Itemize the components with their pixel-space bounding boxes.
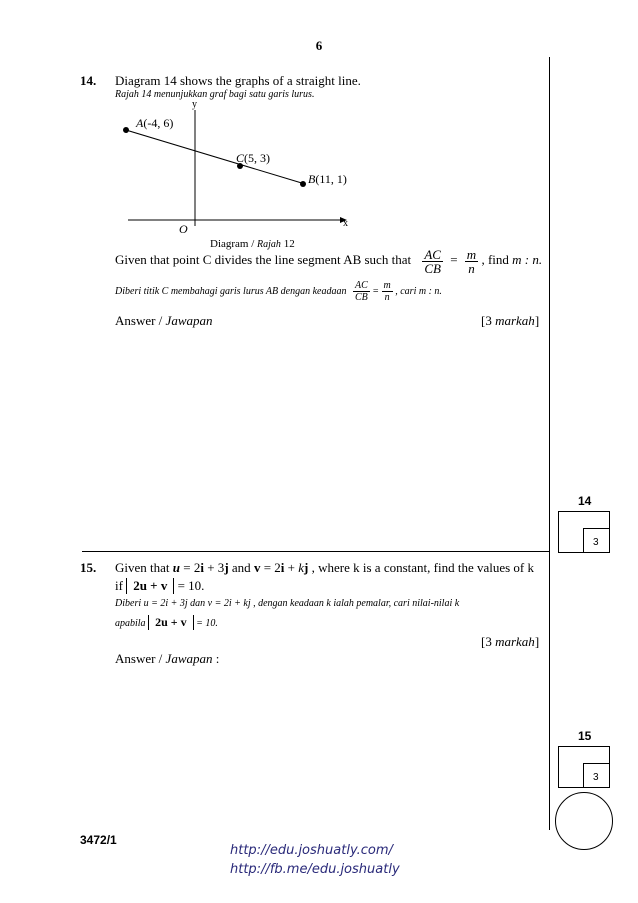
q14-given-ms: Diberi titik C membahagi garis lurus AB dengan keadaan $\frac{AC}{CB}$ = $\frac{m}{n}$ , cari m : n. (115, 280, 442, 303)
score-box-15-marks: 3 (593, 772, 599, 783)
q15-line2: if 2u + v = 10. (115, 578, 205, 593)
q15-ms-line1: Diberi u = 2i + 3j dan v = 2i + kj , dengan keadaan k ialah pemalar, cari nilai-nilai k (115, 598, 460, 609)
total-score-circle (555, 792, 613, 850)
q14-answer-label: Answer / Jawapan (115, 313, 213, 328)
q15-ms-line2: apabila 2u + v = 10. (115, 615, 218, 629)
score-box-15-number: 15 (578, 729, 592, 743)
point-a-label: A(-4, 6) (136, 116, 174, 130)
point-a (123, 127, 129, 133)
q14-number: 14. (80, 73, 97, 88)
footer-url-1[interactable]: http://edu.joshuatly.com/ (230, 843, 393, 858)
score-box-14-marks: 3 (593, 537, 599, 548)
q15-marks: [3 markah] (481, 634, 540, 649)
score-box-14-number: 14 (578, 494, 592, 508)
x-axis-label: x (343, 218, 348, 229)
q14-marks: [3 markah] (481, 313, 540, 328)
q15-number: 15. (80, 560, 97, 575)
q14-text-en: Diagram 14 shows the graphs of a straight line. (115, 73, 361, 88)
page-number: 6 (315, 38, 323, 53)
y-axis-label: y (192, 99, 197, 110)
question-divider (82, 551, 549, 552)
line-graph (0, 0, 638, 260)
footer-url-2[interactable]: http://fb.me/edu.joshuatly (230, 862, 400, 877)
paper-code: 3472/1 (80, 833, 117, 847)
q14-text-ms: Rajah 14 menunjukkan graf bagi satu garis lurus. (115, 89, 315, 100)
q14-given-en: Given that point C divides the line segment AB such that $\frac{AC}{CB}$ = $\frac{m}{n}$ , find m : n. (115, 246, 543, 276)
point-b (300, 181, 306, 187)
q15-answer-label: Answer / Jawapan : (115, 651, 220, 666)
line-ab (126, 130, 305, 184)
diagram-caption: Diagram / Rajah 12 (210, 238, 295, 250)
q15-line1: Given that u = 2i + 3j and v = 2i + kj , where k is a constant, find the values of k (115, 560, 535, 575)
origin-label: O (179, 222, 188, 236)
point-b-label: B(11, 1) (308, 172, 347, 186)
point-c-label: C(5, 3) (236, 151, 271, 165)
